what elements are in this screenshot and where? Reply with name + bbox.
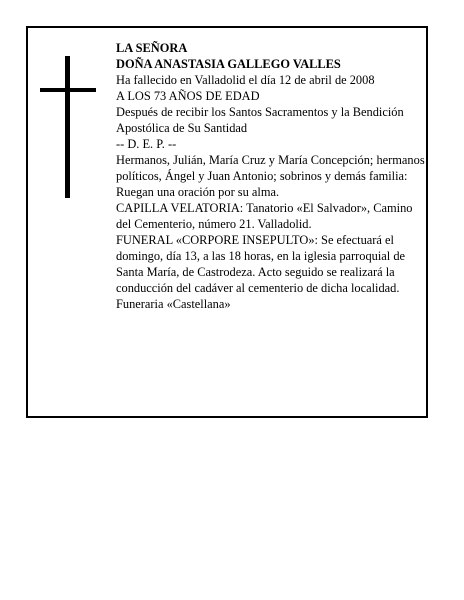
deceased-name: DOÑA ANASTASIA GALLEGO VALLES xyxy=(116,57,341,71)
age-line: A LOS 73 AÑOS DE EDAD xyxy=(116,89,260,103)
prayer-text: Ruegan una oración por su alma. xyxy=(116,185,280,199)
notice-body xyxy=(116,40,426,312)
obituary-notice xyxy=(26,26,428,418)
death-line: Ha fallecido en Valladolid el día 12 de abril de 2008 xyxy=(116,73,375,87)
funeral-home-text: Funeraria «Castellana» xyxy=(116,297,231,311)
cross-horizontal-bar xyxy=(40,88,96,92)
family-text: Hermanos, Julián, María Cruz y María Concepción; hermanos políticos, Ángel y Juan Antonio; sobrinos y demás familia: xyxy=(116,153,425,183)
notice-title: LA SEÑORA xyxy=(116,41,188,55)
funeral-text: FUNERAL «CORPORE INSEPULTO»: Se efectuará el domingo, día 13, a las 18 horas, en la iglesia parroquial de Santa María, de Castrodeza. Acto seguido se realizará la conducción del cadáver al cementerio de dicha localidad. xyxy=(116,233,406,295)
cross-vertical-bar xyxy=(65,56,70,198)
cross-icon xyxy=(40,56,96,198)
sacraments-text: Después de recibir los Santos Sacramentos y la Bendición Apostólica de Su Santidad xyxy=(116,105,404,135)
chapel-text: CAPILLA VELATORIA: Tanatorio «El Salvador», Camino del Cementerio, número 21. Valladolid. xyxy=(116,201,413,231)
rip-line: -- D. E. P. -- xyxy=(116,137,177,151)
